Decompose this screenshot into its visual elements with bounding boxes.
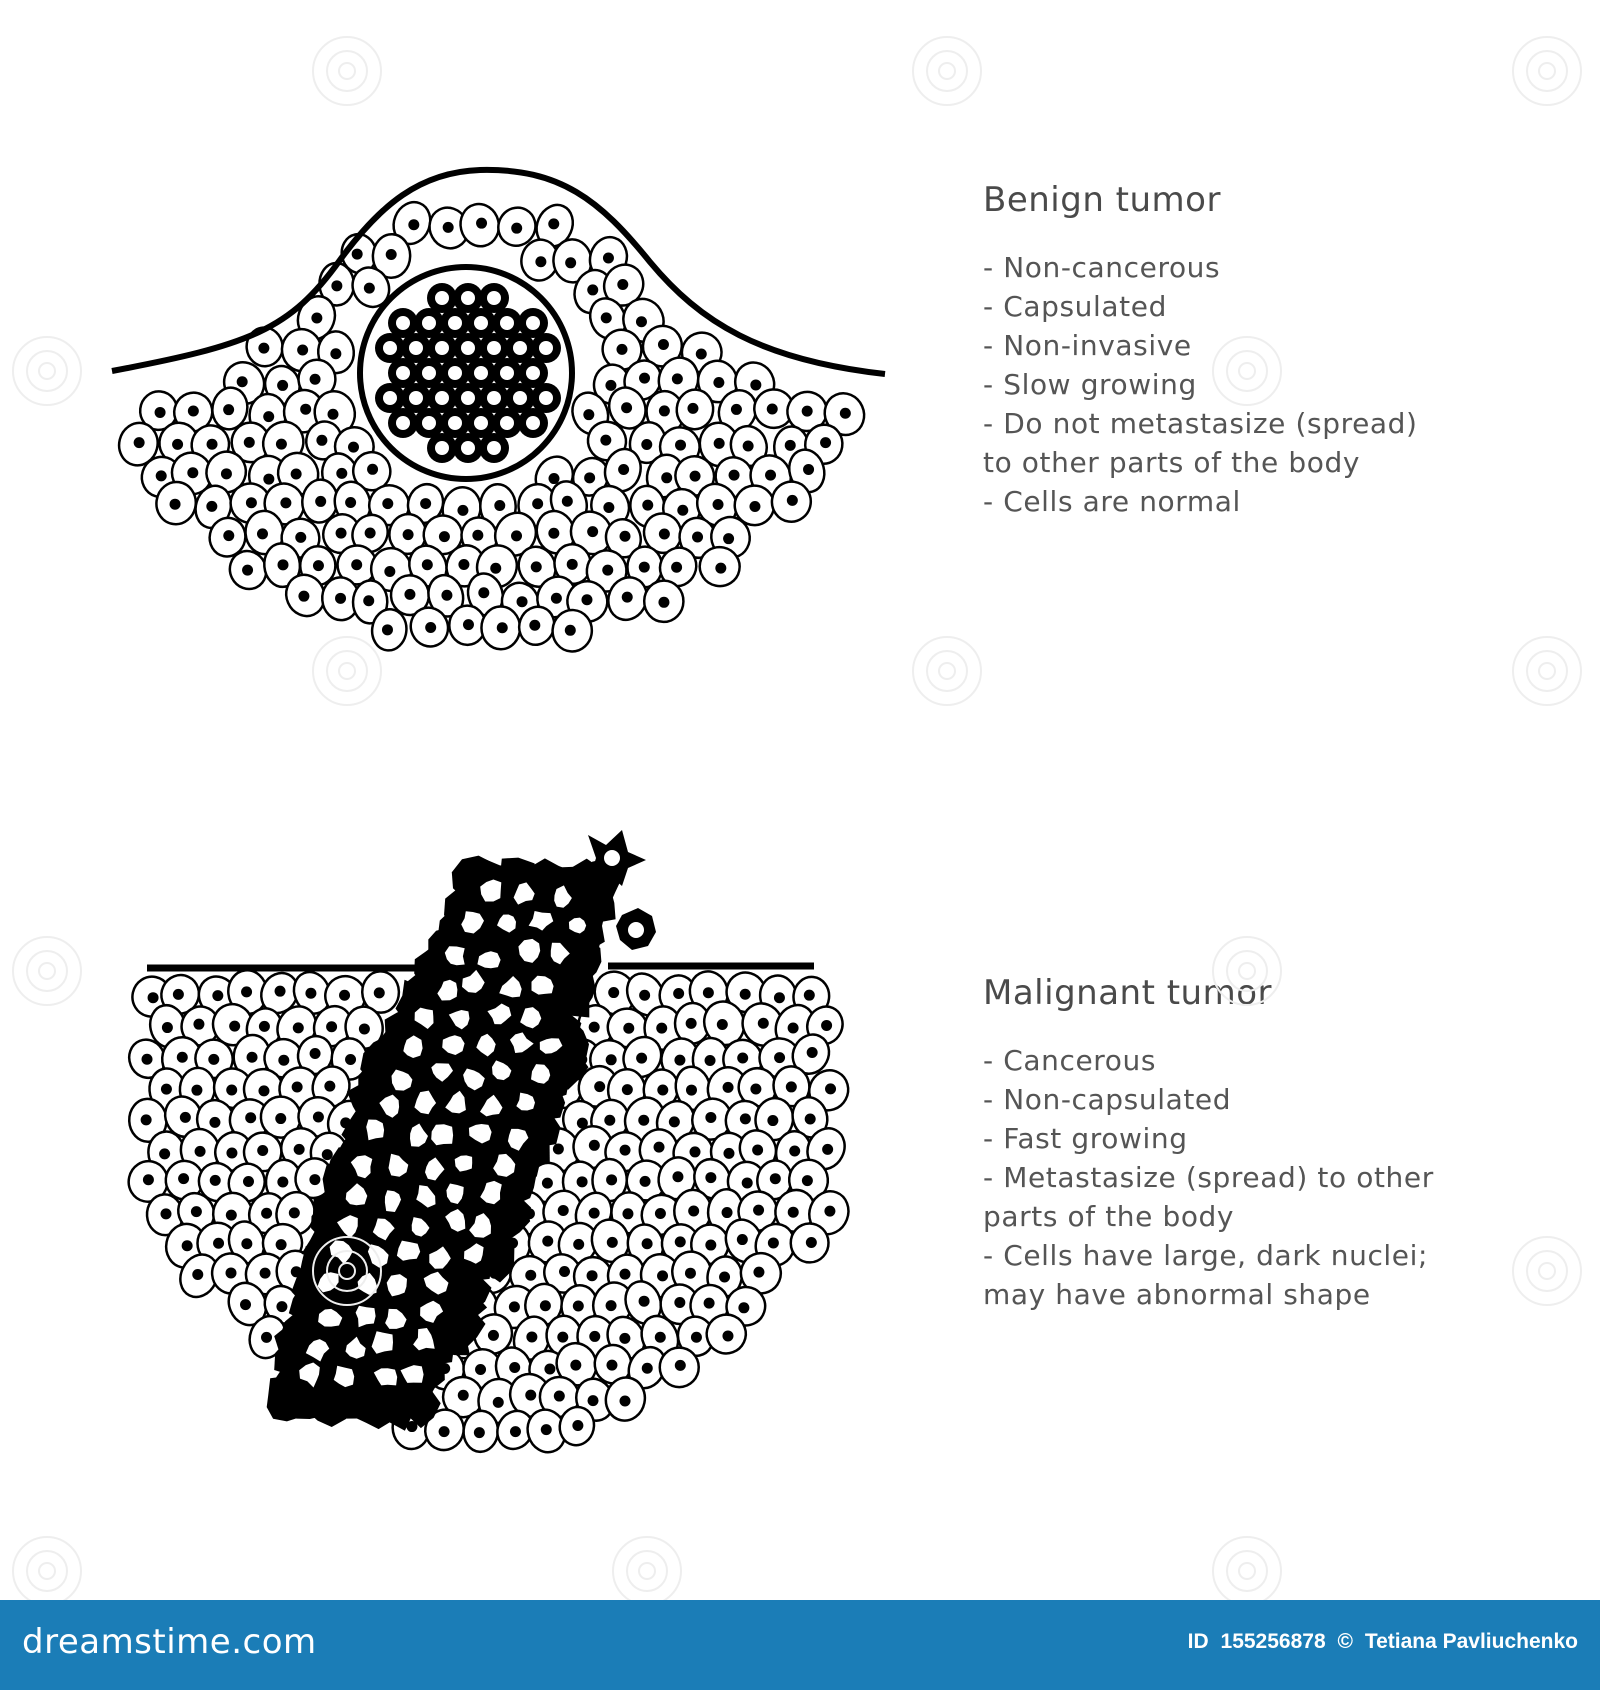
cell-nucleus (209, 1117, 220, 1128)
cell-nucleus (324, 1081, 335, 1092)
cell-nucleus (636, 1053, 647, 1064)
cell-nucleus (553, 1144, 564, 1155)
cell-nucleus (277, 1177, 288, 1188)
cell-nucleus (606, 1054, 617, 1065)
cell-nucleus (525, 1270, 536, 1281)
watermark-icon (312, 636, 382, 706)
cell-nucleus (717, 1019, 728, 1030)
cell-nucleus (822, 1144, 833, 1155)
cell-nucleus (821, 1020, 832, 1031)
cell-nucleus (753, 1205, 764, 1216)
malignant-description (983, 973, 1434, 1314)
cell-nucleus (278, 1055, 289, 1066)
cell-nucleus (770, 1173, 781, 1184)
cell-nucleus (774, 992, 785, 1003)
id-label: ID (1187, 1630, 1209, 1653)
normal-cell (790, 1223, 829, 1263)
cell-nucleus (587, 1270, 598, 1281)
cell-nucleus (148, 992, 159, 1003)
cell-nucleus (226, 1267, 237, 1278)
malignant-title: Malignant tumor (983, 973, 1272, 1013)
cell-nucleus (572, 1420, 583, 1431)
cell-nucleus (345, 1054, 356, 1065)
cell-nucleus (719, 1271, 730, 1282)
cell-nucleus (525, 1390, 536, 1401)
cell-nucleus (758, 1018, 769, 1029)
cell-nucleus (475, 1364, 486, 1375)
cell-nucleus (192, 1269, 203, 1280)
watermark-icon (1212, 936, 1282, 1006)
cell-nucleus (276, 1301, 287, 1312)
cancer-cell-nucleus (366, 1120, 384, 1141)
cell-nucleus (182, 1240, 193, 1251)
cell-nucleus (675, 1360, 686, 1371)
cell-nucleus (673, 988, 684, 999)
cell-nucleus (620, 1145, 631, 1156)
dreamstime-logo[interactable]: dreamstime.com (22, 1622, 317, 1662)
cell-nucleus (510, 1426, 521, 1437)
watermark-icon (1512, 636, 1582, 706)
cell-nucleus (191, 1085, 202, 1096)
cell-nucleus (229, 1021, 240, 1032)
list-item: parts of the body (983, 1200, 1235, 1233)
cell-nucleus (786, 1081, 797, 1092)
cell-nucleus (807, 1047, 818, 1058)
cell-nucleus (802, 1175, 813, 1186)
metastasizing-cell-nucleus (628, 922, 644, 938)
cell-nucleus (559, 1266, 570, 1277)
cell-nucleus (672, 1171, 683, 1182)
cancer-cell-nucleus (431, 1124, 453, 1145)
cell-nucleus (737, 1052, 748, 1063)
cell-nucleus (259, 1021, 270, 1032)
list-item: to other parts of the body (983, 446, 1361, 479)
cell-nucleus (439, 1426, 450, 1437)
cell-nucleus (226, 1147, 237, 1158)
cell-nucleus (639, 990, 650, 1001)
benign-title: Benign tumor (983, 180, 1221, 220)
cell-nucleus (606, 1174, 617, 1185)
cell-nucleus (143, 1174, 154, 1185)
cell-nucleus (558, 1205, 569, 1216)
cell-nucleus (141, 1114, 152, 1125)
cell-nucleus (191, 1206, 202, 1217)
cell-nucleus (752, 1145, 763, 1156)
cell-nucleus (313, 1111, 324, 1122)
cell-nucleus (258, 1085, 269, 1096)
image-id: 155256878 (1220, 1630, 1326, 1653)
copyright-symbol: © (1337, 1630, 1353, 1653)
cell-nucleus (173, 989, 184, 1000)
cell-nucleus (180, 1112, 191, 1123)
cell-nucleus (374, 987, 385, 998)
cell-nucleus (159, 1148, 170, 1159)
list-item: - Cancerous (983, 1044, 1157, 1077)
cell-nucleus (293, 1022, 304, 1033)
cell-nucleus (178, 1173, 189, 1184)
cell-nucleus (639, 1296, 650, 1307)
watermark-icon (912, 636, 982, 706)
cell-nucleus (607, 1237, 618, 1248)
cell-nucleus (526, 1331, 537, 1342)
cell-nucleus (703, 987, 714, 998)
cell-nucleus (474, 1427, 485, 1438)
cell-nucleus (767, 1115, 778, 1126)
cell-nucleus (589, 1208, 600, 1219)
list-item: - Cells have large, dark nuclei; (983, 1239, 1429, 1272)
watermark-icon (12, 936, 82, 1006)
cell-nucleus (226, 1084, 237, 1095)
cell-nucleus (705, 1172, 716, 1183)
metastasizing-cell-nucleus (604, 850, 620, 866)
cell-nucleus (257, 1145, 268, 1156)
cell-nucleus (640, 1176, 651, 1187)
cell-nucleus (740, 989, 751, 1000)
cell-nucleus (705, 1240, 716, 1251)
cell-nucleus (309, 1174, 320, 1185)
cell-nucleus (261, 1208, 272, 1219)
cell-nucleus (606, 1360, 617, 1371)
cell-nucleus (705, 1055, 716, 1066)
watermark-icon (1212, 1536, 1282, 1606)
list-item: - Non-capsulated (983, 1083, 1232, 1116)
cell-nucleus (208, 1054, 219, 1065)
cell-nucleus (642, 1238, 653, 1249)
cell-nucleus (642, 1363, 653, 1374)
cell-nucleus (737, 1234, 748, 1245)
watermark-icon (12, 1536, 82, 1606)
cell-nucleus (542, 1178, 553, 1189)
cell-nucleus (622, 1084, 633, 1095)
cell-nucleus (261, 1332, 272, 1343)
cell-nucleus (789, 1145, 800, 1156)
cell-nucleus (655, 1332, 666, 1343)
cell-nucleus (493, 1397, 504, 1408)
cell-nucleus (557, 1332, 568, 1343)
cell-nucleus (656, 1023, 667, 1034)
list-item: - Capsulated (983, 290, 1167, 323)
cell-nucleus (276, 1239, 287, 1250)
cell-nucleus (573, 1239, 584, 1250)
cell-nucleus (824, 1206, 835, 1217)
cell-nucleus (247, 1052, 258, 1063)
footer-bar (0, 1600, 1600, 1690)
cell-nucleus (604, 1115, 615, 1126)
cell-nucleus (685, 1268, 696, 1279)
cell-nucleus (740, 1113, 751, 1124)
cell-nucleus (655, 1208, 666, 1219)
cell-nucleus (768, 1237, 779, 1248)
cell-nucleus (722, 1330, 733, 1341)
cell-nucleus (774, 1052, 785, 1063)
list-item: - Slow growing (983, 368, 1197, 401)
cell-nucleus (540, 1300, 551, 1311)
cell-nucleus (669, 1116, 680, 1127)
cell-nucleus (160, 1208, 171, 1219)
cell-nucleus (162, 1022, 173, 1033)
watermark-icon (1212, 336, 1282, 406)
cell-nucleus (193, 1019, 204, 1030)
watermark-icon (912, 36, 982, 106)
cell-nucleus (788, 1023, 799, 1034)
cell-nucleus (241, 986, 252, 997)
cell-nucleus (161, 1084, 172, 1095)
cell-nucleus (788, 1207, 799, 1218)
watermark-icon (1512, 36, 1582, 106)
malignant-feature-list (983, 1041, 1434, 1314)
cell-nucleus (177, 1052, 188, 1063)
cell-nucleus (240, 1299, 251, 1310)
image-credit (1182, 1630, 1578, 1654)
cell-nucleus (657, 1270, 668, 1281)
cell-nucleus (704, 1298, 715, 1309)
watermark-icon (612, 1536, 682, 1606)
cell-nucleus (804, 990, 815, 1001)
cell-nucleus (260, 1268, 271, 1279)
cell-nucleus (294, 1144, 305, 1155)
cell-nucleus (275, 1113, 286, 1124)
cell-nucleus (705, 1112, 716, 1123)
cell-nucleus (275, 986, 286, 997)
cell-nucleus (554, 1391, 565, 1402)
cell-nucleus (753, 1267, 764, 1278)
cell-nucleus (305, 988, 316, 999)
cell-nucleus (488, 1330, 499, 1341)
cell-nucleus (589, 1022, 600, 1033)
list-item: - Fast growing (983, 1122, 1188, 1155)
cell-nucleus (689, 1146, 700, 1157)
cell-nucleus (544, 1363, 555, 1374)
cell-nucleus (589, 1140, 600, 1151)
list-item: may have abnormal shape (983, 1278, 1371, 1311)
author-name: Tetiana Pavliuchenko (1364, 1630, 1578, 1653)
cell-nucleus (326, 1021, 337, 1032)
cell-nucleus (619, 1333, 630, 1344)
watermark-icon (312, 1236, 382, 1306)
list-item: - Cells are normal (983, 485, 1241, 518)
cell-nucleus (226, 1210, 237, 1221)
cell-nucleus (805, 1113, 816, 1124)
cell-nucleus (289, 1207, 300, 1218)
cell-nucleus (638, 1115, 649, 1126)
cell-nucleus (310, 1048, 321, 1059)
cell-nucleus (212, 990, 223, 1001)
cell-nucleus (509, 1301, 520, 1312)
cell-nucleus (623, 1023, 634, 1034)
cell-nucleus (589, 1331, 600, 1342)
list-item: - Non-cancerous (983, 251, 1221, 284)
cell-nucleus (750, 1084, 761, 1095)
cell-nucleus (806, 1237, 817, 1248)
cell-nucleus (723, 1148, 734, 1159)
cell-nucleus (619, 1269, 630, 1280)
cell-nucleus (577, 1176, 588, 1187)
normal-cell (660, 1347, 699, 1387)
cell-nucleus (458, 1390, 469, 1401)
list-item: - Do not metastasize (spread) (983, 407, 1418, 440)
cell-nucleus (657, 1085, 668, 1096)
cell-nucleus (606, 1300, 617, 1311)
list-item: - Non-invasive (983, 329, 1192, 362)
cell-nucleus (195, 1146, 206, 1157)
cell-nucleus (142, 1054, 153, 1065)
cell-nucleus (322, 1149, 333, 1160)
cell-nucleus (241, 1238, 252, 1249)
cell-nucleus (292, 1082, 303, 1093)
cell-nucleus (742, 1177, 753, 1188)
cell-nucleus (588, 1395, 599, 1406)
cell-nucleus (573, 1300, 584, 1311)
watermark-icon (1512, 1236, 1582, 1306)
cell-nucleus (654, 1142, 665, 1153)
cell-nucleus (674, 1055, 685, 1066)
cell-nucleus (570, 1360, 581, 1371)
cell-nucleus (542, 1236, 553, 1247)
cell-nucleus (210, 1175, 221, 1186)
benign-description (983, 180, 1418, 521)
cell-nucleus (691, 1332, 702, 1343)
cell-nucleus (675, 1236, 686, 1247)
cell-nucleus (359, 1023, 370, 1034)
cell-nucleus (723, 1082, 734, 1093)
cell-nucleus (594, 1081, 605, 1092)
cell-nucleus (738, 1302, 749, 1313)
cell-nucleus (688, 1205, 699, 1216)
cell-nucleus (686, 1085, 697, 1096)
cell-nucleus (722, 1207, 733, 1218)
list-item: - Metastasize (spread) to other (983, 1161, 1434, 1194)
cell-nucleus (620, 1396, 631, 1407)
cell-nucleus (825, 1083, 836, 1094)
cell-nucleus (509, 1362, 520, 1373)
cell-nucleus (674, 1297, 685, 1308)
cell-nucleus (622, 1208, 633, 1219)
cell-nucleus (245, 1112, 256, 1123)
watermark-icon (312, 36, 382, 106)
cell-nucleus (339, 990, 350, 1001)
cell-nucleus (213, 1238, 224, 1249)
benign-feature-list (983, 248, 1418, 521)
watermark-icon (12, 336, 82, 406)
cell-nucleus (541, 1424, 552, 1435)
cell-nucleus (608, 987, 619, 998)
cell-nucleus (243, 1176, 254, 1187)
cell-nucleus (686, 1018, 697, 1029)
